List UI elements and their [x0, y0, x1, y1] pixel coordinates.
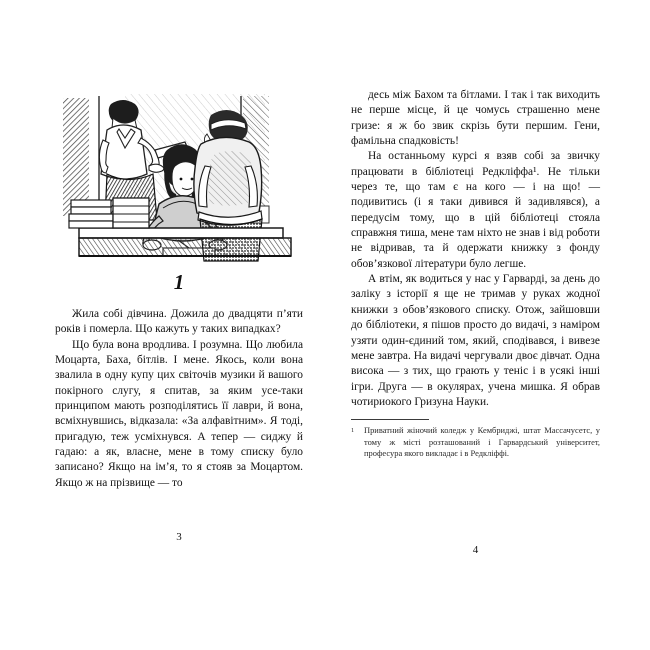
footnote — [351, 425, 600, 459]
folio-right: 4 — [472, 544, 479, 556]
paragraph: Що була вона вродлива. І розумна. Що любила Моцарта, Баха, бітлів. І мене. Якось, коли вона звалила в одну купу цих світочів музики й вашого покірного слугу, я спитав, за яким усе-таки принципом мають розподілятись її лаври, й вона, всміхнувшись, відказала: «За алфавітним». Я тоді, пригадую, теж усміхнувся. А тепер — сиджу й гадаю: а як, власне, мене в тому списку було записано? Якщо на ім’я, то я стояв за Моцартом. Якщо ж на прізвище — то — [55, 338, 303, 489]
folio-left: 3 — [176, 531, 182, 543]
footnote-block — [351, 419, 600, 459]
left-page-body — [55, 307, 303, 491]
footnote-text: Приватний жіночий коледж у Кембриджі, штат Массачусетс, у тому ж місті розташований і Гарвардський університет, професура якого викладає і в Редкліффі. — [364, 425, 600, 459]
chapter-number: 1 — [173, 270, 185, 294]
paragraph: Жила собі дівчина. Дожила до двадцяти п’яти років і померла. Що кажуть у таких випадках? — [55, 308, 303, 336]
paragraph: На останньому курсі я взяв собі за звичку працювати в бібліотеці Редкліффа¹. Не тільки через те, що там є на кого — і на що! — подивитись (і я таки дивився й задивлявся), а передусім тому, що в цій бібліотеці стояла справжня тиша, мене там ніхто не знав і від роботи не відривав, та й одержати книжку з фонду обов’язкової літератури було легше. — [351, 150, 601, 270]
paragraph: А втім, як водиться у нас у Гарварді, за день до заліку з історії я ще не тримав у руках жодної книжки з обов’язкового списку. Отож, зайшовши до бібліотеки, я пішов просто до видачі, з наміром узяти один-єдиний том, який, сподівався, і вивезе мене завтра. На видачі чергували двоє дівчат. Одна висока — з тих, що грають у теніс і в усякі інші ігри. Друга — в окулярах, учена мишка. Я обрав чотириокого Гризуна Науки. — [351, 273, 600, 408]
footnote-marker: 1 — [351, 427, 355, 435]
right-page-body — [351, 88, 600, 410]
footnote-separator — [351, 419, 429, 420]
right-page — [325, 0, 650, 650]
paragraph: десь між Бахом та бітлами. І так і так виходить не перше місце, й це чомусь страшенно мене гризе: я ж бо звик скрізь бути першим. Гени, фамільна спадковість! — [351, 89, 600, 148]
chapter-illustration — [55, 88, 303, 263]
